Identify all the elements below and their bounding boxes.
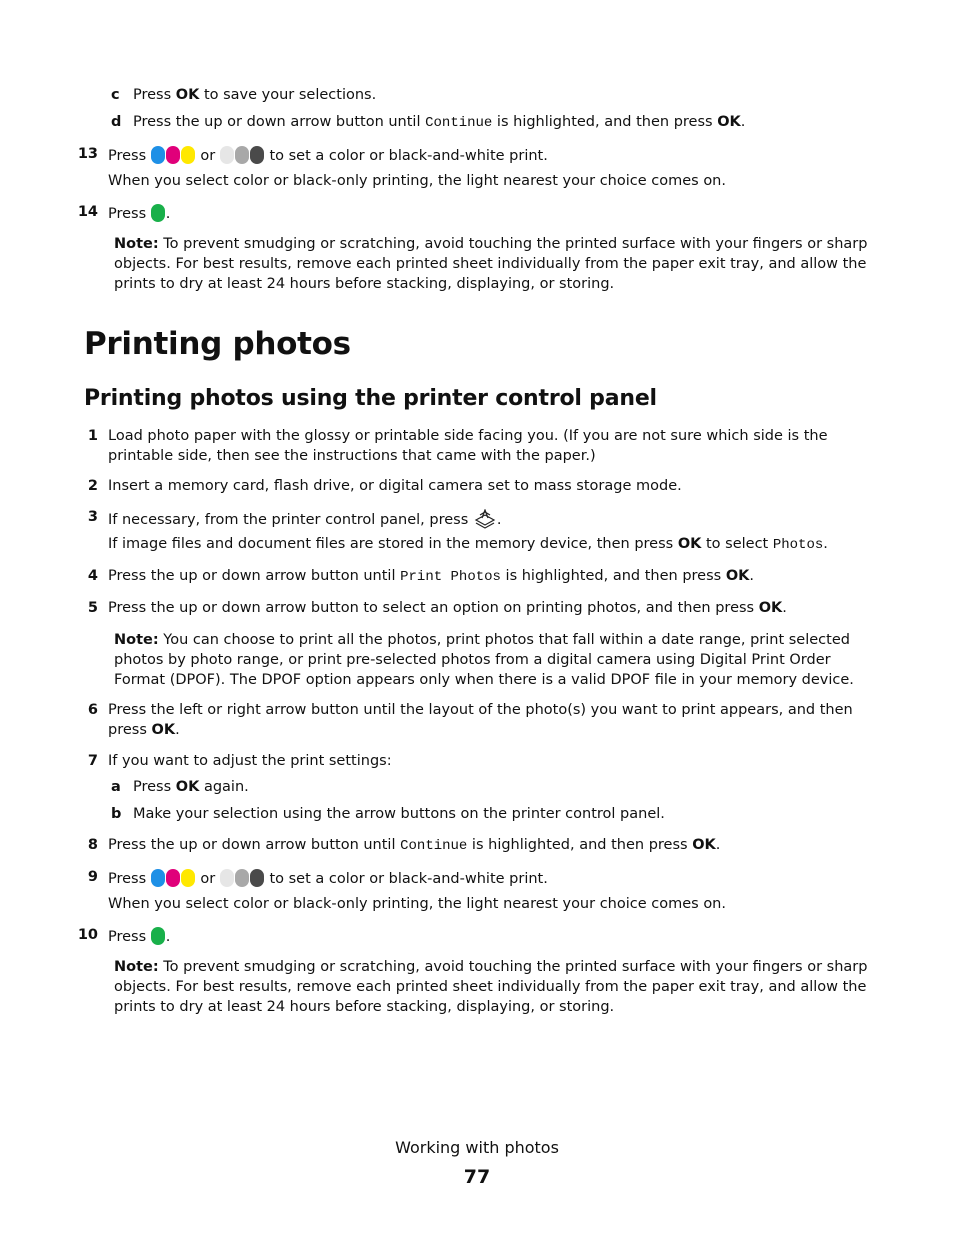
step-7b-letter: b [111, 806, 122, 822]
step-4-text: Press the up or down arrow button until Print Photos is highlighted, and then press OK. [108, 568, 754, 585]
step-d-letter: d [111, 114, 122, 130]
step-9-text: Press or to set a color or black-and-white print. [108, 871, 548, 887]
start-button-icon [151, 927, 166, 945]
start-button-icon [151, 204, 166, 222]
step-3-number: 3 [87, 509, 98, 525]
step-10-text: Press . [108, 929, 171, 945]
step-4-number: 4 [87, 568, 98, 584]
step-7-number: 7 [87, 753, 98, 769]
step-c-letter: c [111, 87, 120, 103]
step-13-detail: When you select color or black-only printing, the light nearest your choice comes on. [108, 173, 726, 189]
step-d-text: Press the up or down arrow button until Continue is highlighted, and then press OK. [133, 114, 746, 131]
mono-dots-icon [220, 869, 265, 887]
mono-dots-icon [220, 146, 265, 164]
color-dots-icon [151, 146, 196, 164]
step-13-number: 13 [77, 146, 98, 162]
step-7b-text: Make your selection using the arrow buttons on the printer control panel. [133, 806, 665, 822]
footer-section-title: Working with photos [395, 1138, 559, 1157]
step-6-text: Press the left or right arrow button until the layout of the photo(s) you want to print appears, and then press OK. [108, 702, 853, 738]
color-dots-icon [151, 869, 196, 887]
step-5-text: Press the up or down arrow button to select an option on printing photos, and then press OK. [108, 600, 787, 616]
step-9-number: 9 [87, 869, 98, 885]
step-3-text: If necessary, from the printer control panel, press . [108, 509, 501, 533]
step-1-number: 1 [87, 428, 98, 444]
step-14-text: Press . [108, 206, 171, 222]
step-6-number: 6 [87, 702, 98, 718]
note-step-5: Note: You can choose to print all the photos, print photos that fall within a date range, print selected photos by photo range, or print pre-selected photos from a digital camera using Digital Print Order Format (DPOF). The DPOF option appears only when there is a valid DPOF file in your memory device. [114, 632, 854, 688]
page-number: 77 [463, 1166, 491, 1188]
section-title: Printing photos using the printer control panel [84, 386, 657, 411]
step-8-text: Press the up or down arrow button until Continue is highlighted, and then press OK. [108, 837, 721, 854]
photo-card-icon [473, 509, 497, 533]
step-3-detail: If image files and document files are stored in the memory device, then press OK to select Photos. [108, 536, 828, 553]
note-top: Note: To prevent smudging or scratching, avoid touching the printed surface with your fingers or sharp objects. For best results, remove each printed sheet individually from the paper exit tray, and allow the prints to dry at least 24 hours before stacking, displaying, or storing. [114, 236, 868, 292]
step-1-text: Load photo paper with the glossy or printable side facing you. (If you are not sure which side is the printable side, then see the instructions that came with the paper.) [108, 428, 828, 464]
page-title: Printing photos [84, 326, 351, 362]
step-5-number: 5 [87, 600, 98, 616]
step-7a-letter: a [111, 779, 121, 795]
step-7-text: If you want to adjust the print settings: [108, 753, 392, 769]
step-14-number: 14 [77, 204, 98, 220]
note-step-10: Note: To prevent smudging or scratching, avoid touching the printed surface with your fingers or sharp objects. For best results, remove each printed sheet individually from the paper exit tray, and allow the prints to dry at least 24 hours before stacking, displaying, or storing. [114, 959, 868, 1015]
step-9-detail: When you select color or black-only printing, the light nearest your choice comes on. [108, 896, 726, 912]
step-8-number: 8 [87, 837, 98, 853]
step-7a-text: Press OK again. [133, 779, 249, 795]
step-13-text: Press or to set a color or black-and-white print. [108, 148, 548, 164]
step-2-number: 2 [87, 478, 98, 494]
step-2-text: Insert a memory card, flash drive, or digital camera set to mass storage mode. [108, 478, 682, 494]
step-10-number: 10 [77, 927, 98, 943]
step-c-text: Press OK to save your selections. [133, 87, 377, 103]
